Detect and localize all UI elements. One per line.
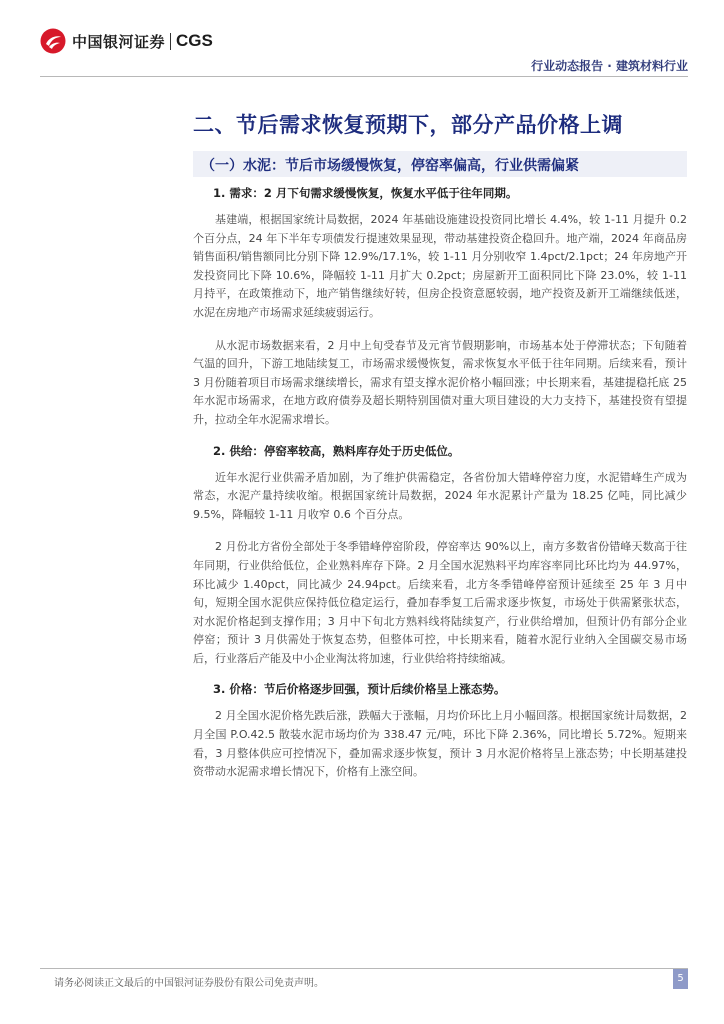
supply-paragraph-2: 2 月份北方省份全部处于冬季错峰停窑阶段，停窑率达 90%以上，南方多数省份错峰天数高于往年同期，行业供给低位，企业熟料库存下降。2 月全国水泥熟料平均库容率同比环比均为 44.97%，环比减少 1.40pct，同比减少 24.94pct。后续来看，北方冬季错峰停窑预计延续至 25 年 3 月中旬，短期全国水泥供应保持低位稳定运行，叠加春季复工后需求逐步恢复，市场处于供需紧张状态，对水泥价格起到支撑作用；3 月中下旬北方熟料线将陆续复产，行业供给增加，但预计仍有部分企业停窑；预计 3 月供需处于恢复态势，但整体可控，中长期来看，随着水泥行业纳入全国碳交易市场后，行业落后产能及中小企业淘汰将加速，行业供给将持续缩减。	[193, 540, 687, 665]
demand-paragraph-2: 从水泥市场数据来看，2 月中上旬受春节及元宵节假期影响，市场基本处于停滞状态；下旬随着气温的回升，下游工地陆续复工，市场需求缓慢恢复，需求恢复水平低于往年同期。后续来看，预计 3 月份随着项目市场需求继续增长，需求有望支撑水泥价格小幅回涨；中长期来看，基建提稳托底 25 年水泥市场需求，在地方政府债券及超长期特别国债对重大项目建设的大力支持下，基建投资有望提升，拉动全年水泥需求增长。	[193, 338, 687, 426]
footer-disclaimer: 请务必阅读正文最后的中国银河证券股份有限公司免责声明。	[54, 978, 324, 989]
subsection-banner	[193, 151, 687, 177]
demand-paragraph-1: 基建端，根据国家统计局数据，2024 年基础设施建设投资同比增长 4.4%，较 1-11 月提升 0.2 个百分点，24 年下半年专项债发行提速效果显现，带动基建投资企稳回升。地产端，2024 年商品房销售面积/销售额同比分别下降 12.9%/17.1%，较 1-11 月分别收窄 1.4pct/2.1pct；24 年房地产开发投资同比下降 10.6%，降幅较 1-11 月扩大 0.2pct；房屋新开工面积同比下降 23.0%，较 1-11 月持平，在政策推动下，地产销售继续好转，但房企投资意愿较弱，地产投资及新开工端继续低迷，水泥在房地产市场需求延续疲弱运行。	[193, 213, 687, 319]
price-paragraph-1: 2 月全国水泥价格先跌后涨，跌幅大于涨幅，月均价环比上月小幅回落。根据国家统计局数据，2 月全国 P.O.42.5 散装水泥市场均价为 338.47 元/吨，环比下降 2.36%，同比增长 5.72%。短期来看，3 月整体供应可控情况下，叠加需求逐步恢复，预计 3 月水泥价格将呈上涨态势；中长期基建投资带动水泥需求增长情况下，价格有上涨空间。	[193, 709, 687, 779]
footer-divider	[40, 968, 688, 969]
main-content	[193, 186, 687, 796]
demand-heading: 1. 需求：2 月下旬需求缓慢恢复，恢复水平低于往年同期。	[213, 186, 518, 200]
company-logo	[40, 28, 213, 54]
header-divider	[40, 76, 688, 77]
supply-paragraph-1: 近年水泥行业供需矛盾加剧，为了维护供需稳定，各省份加大错峰停窑力度，水泥错峰生产成为常态，水泥产量持续收缩。根据国家统计局数据，2024 年水泥累计产量为 18.25 亿吨，同比减少 9.5%，降幅较 1-11 月收窄 0.6 个百分点。	[193, 470, 687, 521]
supply-heading: 2. 供给：停窑率较高，熟料库存处于历史低位。	[213, 443, 460, 458]
page-number: 5	[673, 969, 688, 989]
logo-divider	[170, 33, 171, 50]
logo-text-cn: 中国银河证券	[72, 32, 166, 51]
galaxy-logo-icon	[40, 28, 66, 54]
report-type-label: 行业动态报告 · 建筑材料行业	[531, 59, 688, 73]
price-heading: 3. 价格：节后价格逐步回强，预计后续价格呈上涨态势。	[213, 682, 506, 697]
logo-text-en: CGS	[176, 31, 213, 50]
section-title: 二、节后需求恢复预期下，部分产品价格上调	[193, 113, 623, 137]
subsection-title: （一）水泥：节后市场缓慢恢复，停窑率偏高，行业供需偏紧	[201, 158, 579, 174]
page-header	[0, 0, 724, 80]
